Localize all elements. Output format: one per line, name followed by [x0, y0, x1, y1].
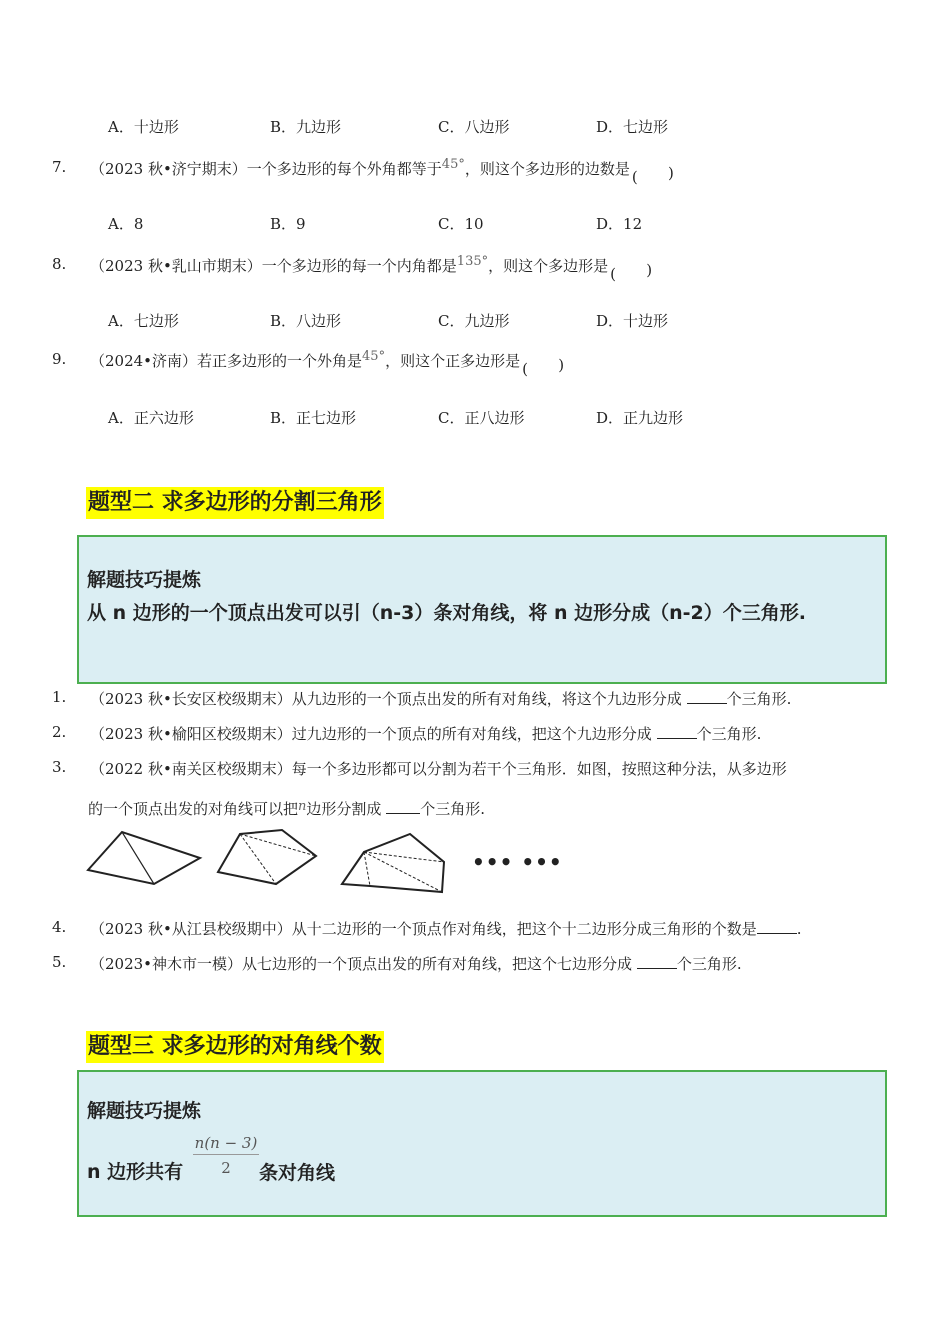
answer-blank: [687, 689, 727, 704]
q7-option-a: A．8: [108, 215, 144, 233]
fraction-denominator: 2: [221, 1159, 231, 1177]
answer-blank: [657, 724, 697, 739]
question-s2-3-line2: [88, 798, 485, 819]
q7-option-c: C．10: [438, 215, 484, 233]
question-text: （2023 秋•长安区校级期末）从九边形的一个顶点出发的所有对角线，将这个九边形分成: [90, 690, 682, 708]
hexagon-shape: [342, 834, 444, 892]
ellipsis-dots: ••• •••: [472, 850, 563, 874]
question-number: 7.: [52, 158, 67, 176]
question-text: 个三角形.: [696, 725, 762, 743]
fraction-formula: [193, 1134, 259, 1177]
q8-option-d: D．十边形: [596, 312, 669, 330]
answer-blank: [386, 799, 420, 814]
angle-value: 135°: [456, 254, 489, 269]
question-number: 9.: [52, 350, 67, 368]
tip-title: 解题技巧提炼: [87, 1100, 202, 1122]
quadrilateral-shape: [88, 832, 200, 884]
q7-option-b: B．9: [270, 215, 306, 233]
fraction-numerator: n(n − 3): [193, 1134, 259, 1155]
tip-box: [77, 1070, 887, 1217]
question-text: （2023•神木市一模）从七边形的一个顶点出发的所有对角线，把这个七边形分成: [90, 955, 633, 973]
q6-option-b: B．九边形: [270, 118, 342, 136]
question-text: 边形分割成: [306, 800, 382, 818]
q6-option-d: D．七边形: [596, 118, 669, 136]
question-number: 5.: [52, 953, 67, 971]
question-text: （2023 秋•乳山市期末）一个多边形的每一个内角都是: [90, 257, 457, 275]
question-text: 的一个顶点出发的对角线可以把: [88, 800, 299, 818]
question-text: （2022 秋•南关区校级期末）每一个多边形都可以分割为若干个三角形．如图，按照这种分法，从多边形: [90, 760, 787, 778]
question-number: 1.: [52, 688, 67, 706]
tip-text: 条对角线: [259, 1162, 336, 1184]
question-text: ，则这个正多边形是: [385, 352, 521, 370]
question-text: 个三角形.: [676, 955, 742, 973]
tip-text: 从 n 边形的一个顶点出发可以引（n-3）条对角线，将 n 边形分成（n-2）个三角形.: [87, 602, 806, 624]
q8-option-a: A．七边形: [108, 312, 179, 330]
q9-option-d: D．正九边形: [596, 409, 684, 427]
answer-blank: [757, 919, 797, 934]
tip-box: [77, 535, 887, 684]
q8-option-c: C．九边形: [438, 312, 510, 330]
answer-blank: [637, 954, 677, 969]
question-text: （2024•济南）若正多边形的一个外角是: [90, 352, 363, 370]
question-text: .: [796, 920, 802, 938]
q8-option-b: B．八边形: [270, 312, 342, 330]
tip-text: n 边形共有: [87, 1161, 184, 1183]
question-text: ，则这个多边形是: [488, 257, 609, 275]
q7-option-d: D．12: [596, 215, 643, 233]
variable-n: n: [298, 799, 307, 814]
q9-option-a: A．正六边形: [108, 409, 194, 427]
question-number: 4.: [52, 918, 67, 936]
pentagon-shape: [218, 830, 316, 884]
polygon-figure: [80, 826, 480, 896]
q6-option-a: A．十边形: [108, 118, 179, 136]
q9-option-b: B．正七边形: [270, 409, 357, 427]
section-title: 题型二 求多边形的分割三角形: [86, 487, 384, 519]
question-text: 个三角形.: [420, 800, 485, 818]
section-title: 题型三 求多边形的对角线个数: [86, 1031, 384, 1063]
q6-option-c: C．八边形: [438, 118, 510, 136]
question-text: ，则这个多边形的边数是: [464, 160, 630, 178]
question-text: （2023 秋•榆阳区校级期末）过九边形的一个顶点的所有对角线，把这个九边形分成: [90, 725, 652, 743]
tip-title: 解题技巧提炼: [87, 569, 202, 591]
question-text: 个三角形.: [726, 690, 792, 708]
question-text: （2023 秋•济宁期末）一个多边形的每个外角都等于: [90, 160, 442, 178]
question-number: 8.: [52, 255, 67, 273]
question-text: （2023 秋•从江县校级期中）从十二边形的一个顶点作对角线，把这个十二边形分成三角形的个数是: [90, 920, 757, 938]
question-number: 3.: [52, 758, 67, 776]
angle-value: 45°: [441, 157, 465, 172]
q9-option-c: C．正八边形: [438, 409, 525, 427]
question-number: 2.: [52, 723, 67, 741]
angle-value: 45°: [362, 349, 386, 364]
